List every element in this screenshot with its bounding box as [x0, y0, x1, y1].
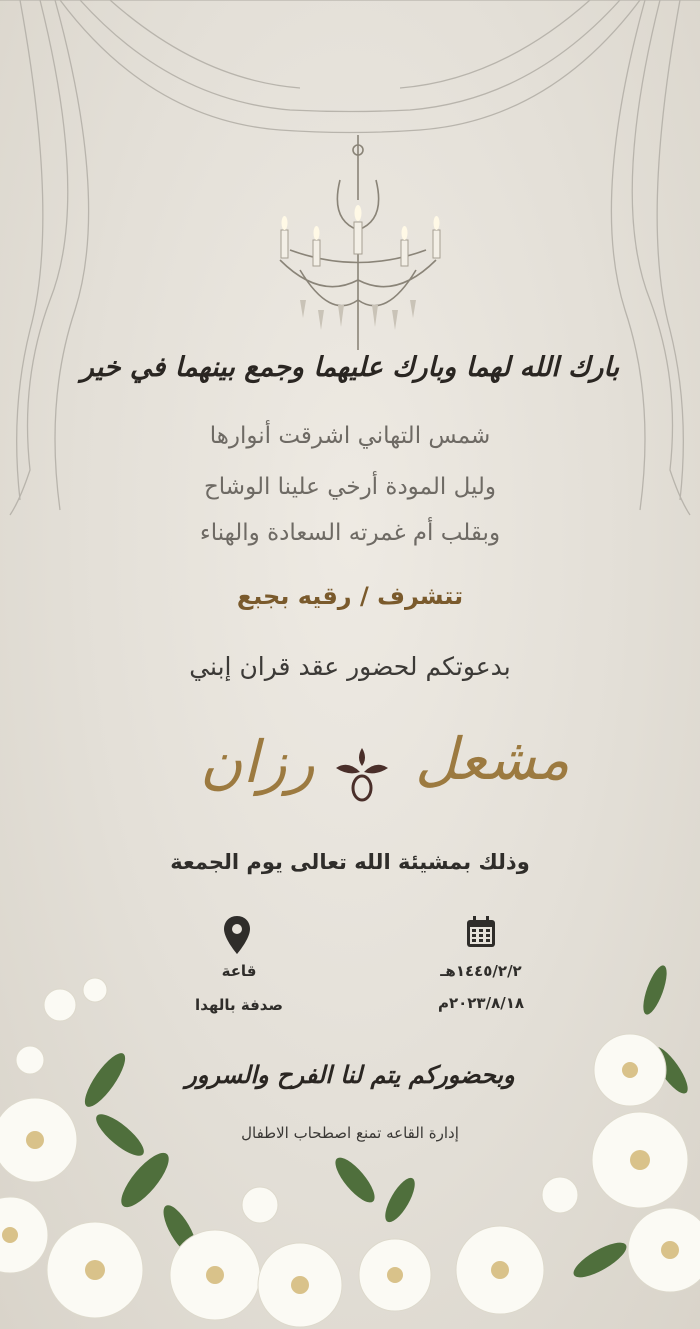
- ornament-icon: [330, 742, 394, 806]
- blessing-calligraphy: بارك الله لهما وبارك عليهما وجمع بينهما في خير: [80, 352, 620, 383]
- venue-label: قاعة: [221, 962, 257, 980]
- chandelier-icon: [0, 0, 700, 360]
- host-line: تتشرف / رقيه بجبع: [236, 582, 464, 610]
- bride-name: رزان: [200, 728, 315, 796]
- invitation-line: بدعوتكم لحضور عقد قران إبني: [189, 652, 511, 681]
- poem-line: وليل المودة أرخي علينا الوشاح: [203, 474, 497, 500]
- venue-name: صدفة بالهدا: [195, 996, 283, 1014]
- date-line: وذلك بمشيئة الله تعالى يوم الجمعة: [170, 850, 530, 874]
- poem-line: وبقلب أم غمرته السعادة والهناء: [199, 520, 501, 546]
- poem-line: شمس التهاني اشرقت أنوارها: [209, 423, 491, 449]
- flower-decoration: [0, 930, 700, 1329]
- children-note: إدارة القاعه تمنع اصطحاب الاطفال: [241, 1124, 459, 1142]
- date-hijri: ١٤٤٥/٢/٢هـ: [440, 962, 522, 980]
- groom-name: مشعل: [415, 725, 570, 793]
- closing-calligraphy: وبحضوركم يتم لنا الفرح والسرور: [185, 1060, 515, 1089]
- date-gregorian: ٢٠٢٣/٨/١٨م: [437, 994, 525, 1012]
